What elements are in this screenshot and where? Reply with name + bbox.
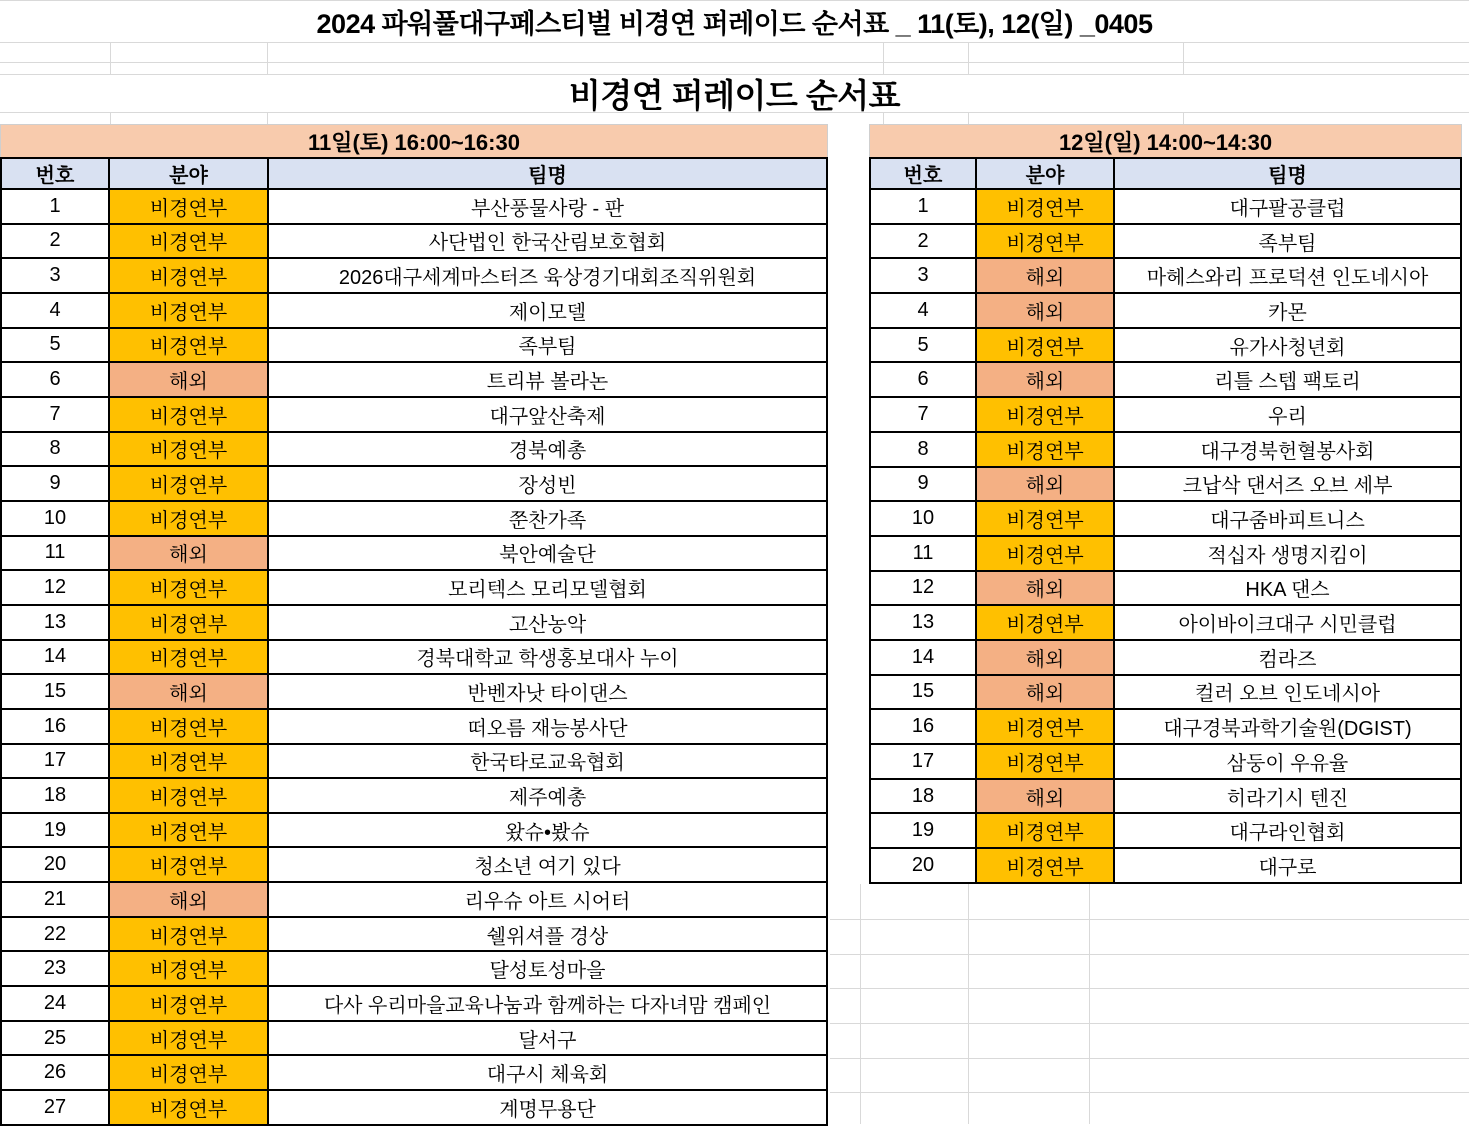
table-row <box>871 398 1460 433</box>
grid-line <box>1089 884 1090 1124</box>
row-number-cell[interactable]: 11 <box>2 537 110 570</box>
category-cell[interactable]: 해외 <box>110 675 269 708</box>
team-name-cell[interactable]: 마헤스와리 프로덕션 인도네시아 <box>1146 267 1429 290</box>
team-name-cell[interactable]: 대구팔공클럽 <box>1229 197 1346 220</box>
row-number-cell[interactable]: 22 <box>2 918 110 951</box>
row-number-cell[interactable]: 7 <box>871 398 977 431</box>
table-rows-saturday <box>2 190 826 1126</box>
column-header-category[interactable]: 분야 <box>110 159 269 188</box>
table-row <box>2 190 826 225</box>
row-number-cell[interactable]: 18 <box>871 780 977 813</box>
category-cell[interactable]: 비경연부 <box>110 710 269 743</box>
category-cell[interactable]: 해외 <box>110 537 269 570</box>
team-name-cell[interactable]: 컬러 오브 인도네시아 <box>1195 683 1380 706</box>
category-cell[interactable]: 해외 <box>977 641 1115 674</box>
row-number-cell[interactable]: 1 <box>871 190 977 223</box>
category-cell[interactable]: 해외 <box>977 259 1115 292</box>
table-row <box>2 537 826 572</box>
grid-line <box>110 43 111 74</box>
row-number-cell[interactable]: 17 <box>2 745 110 778</box>
row-number-cell[interactable]: 14 <box>2 641 110 674</box>
column-header-row <box>871 159 1460 190</box>
row-number-cell[interactable]: 13 <box>2 606 110 639</box>
row-number-cell[interactable]: 12 <box>871 572 977 605</box>
page-title-text: 비경연 퍼레이드 순서표 <box>568 77 901 114</box>
category-cell[interactable]: 비경연부 <box>977 814 1115 847</box>
table-row <box>2 398 826 433</box>
grid-line <box>110 113 111 124</box>
table-row <box>2 606 826 641</box>
row-number-cell[interactable]: 9 <box>871 468 977 501</box>
row-number-cell[interactable]: 3 <box>2 259 110 292</box>
category-cell[interactable]: 비경연부 <box>110 225 269 258</box>
category-cell[interactable]: 비경연부 <box>110 433 269 466</box>
column-header-number[interactable]: 번호 <box>871 159 977 188</box>
document-title <box>0 0 1469 43</box>
table-rows-sunday <box>871 190 1460 884</box>
category-cell[interactable]: 비경연부 <box>110 259 269 292</box>
row-number-cell[interactable]: 27 <box>2 1091 110 1124</box>
row-number-cell[interactable]: 25 <box>2 1022 110 1055</box>
table-row <box>871 294 1460 329</box>
team-name-cell[interactable]: 대구경북헌혈봉사회 <box>1200 440 1375 463</box>
table-row <box>871 329 1460 364</box>
row-number-cell[interactable]: 15 <box>871 676 977 709</box>
table-row <box>871 225 1460 260</box>
table-row <box>871 259 1460 294</box>
category-cell[interactable]: 비경연부 <box>977 745 1115 778</box>
table-row <box>871 641 1460 676</box>
team-name-cell[interactable]: 제이모델 <box>508 301 587 324</box>
table-row <box>871 780 1460 815</box>
team-name-cell[interactable]: 반벤자낫 타이댄스 <box>467 683 628 706</box>
table-row <box>2 710 826 745</box>
table-row <box>2 433 826 468</box>
category-cell[interactable]: 비경연부 <box>110 745 269 778</box>
team-name-cell[interactable]: 히라기시 텐진 <box>1226 787 1349 810</box>
team-name-cell[interactable]: 왔슈•봤슈 <box>505 821 590 844</box>
date-header-sunday[interactable]: 12일(일) 14:00~14:30 <box>869 124 1462 157</box>
team-name-cell[interactable]: 대구로 <box>1258 856 1317 879</box>
row-number-cell[interactable]: 20 <box>871 849 977 882</box>
table-row <box>2 641 826 676</box>
team-name-cell[interactable]: 대구시 체육회 <box>486 1064 609 1087</box>
row-number-cell[interactable]: 21 <box>2 883 110 916</box>
row-number-cell[interactable]: 4 <box>871 294 977 327</box>
team-name-cell[interactable]: 고산농악 <box>508 613 587 636</box>
table-row <box>2 779 826 814</box>
row-number-cell[interactable]: 24 <box>2 987 110 1020</box>
table-row <box>2 848 826 883</box>
category-cell[interactable]: 비경연부 <box>110 779 269 812</box>
category-cell[interactable]: 해외 <box>977 294 1115 327</box>
grid-line <box>1183 43 1184 74</box>
table-row <box>2 467 826 502</box>
row-number-cell[interactable]: 26 <box>2 1056 110 1089</box>
team-name-cell[interactable]: 적십자 생명지킴이 <box>1207 544 1368 567</box>
table-row <box>2 259 826 294</box>
grid-line <box>968 884 969 1124</box>
row-number-cell[interactable]: 23 <box>2 952 110 985</box>
category-cell[interactable]: 비경연부 <box>977 398 1115 431</box>
category-cell[interactable]: 비경연부 <box>110 329 269 362</box>
category-cell[interactable]: 비경연부 <box>977 606 1115 639</box>
grid-line <box>830 988 1469 989</box>
category-cell[interactable]: 해외 <box>110 883 269 916</box>
column-header-category[interactable]: 분야 <box>977 159 1115 188</box>
row-number-cell[interactable]: 13 <box>871 606 977 639</box>
category-cell[interactable]: 해외 <box>977 572 1115 605</box>
grid-line <box>968 43 969 74</box>
team-name-cell[interactable]: 다사 우리마을교육나눔과 함께하는 다자녀맘 캠페인 <box>323 994 772 1017</box>
team-name-cell[interactable]: 우리 <box>1268 405 1307 428</box>
team-name-cell[interactable]: 북안예술단 <box>499 544 596 567</box>
row-number-cell[interactable]: 19 <box>2 814 110 847</box>
category-cell[interactable]: 비경연부 <box>110 952 269 985</box>
table-row <box>2 987 826 1022</box>
team-name-cell[interactable]: 쉘위셔플 경상 <box>486 925 609 948</box>
row-number-cell[interactable]: 11 <box>871 537 977 570</box>
row-number-cell[interactable]: 1 <box>2 190 110 223</box>
table-row <box>2 675 826 710</box>
table-row <box>871 745 1460 780</box>
table-row <box>2 1056 826 1091</box>
team-name-cell[interactable]: 트리뷰 볼라논 <box>486 371 609 394</box>
team-name-cell[interactable]: 아이바이크대구 시민클럽 <box>1178 614 1397 637</box>
row-number-cell[interactable]: 8 <box>871 433 977 466</box>
category-cell[interactable]: 비경연부 <box>977 710 1115 743</box>
column-header-number[interactable]: 번호 <box>2 159 110 188</box>
column-header-row <box>2 159 826 190</box>
grid-line <box>830 1092 1469 1093</box>
team-name-cell[interactable]: 대구앞산축제 <box>489 405 606 428</box>
category-cell[interactable]: 비경연부 <box>110 1091 269 1124</box>
row-number-cell[interactable]: 9 <box>2 467 110 500</box>
category-cell[interactable]: 비경연부 <box>977 190 1115 223</box>
table-row <box>871 190 1460 225</box>
category-cell[interactable]: 비경연부 <box>977 329 1115 362</box>
table-row <box>2 294 826 329</box>
grid-line <box>0 62 1469 63</box>
team-name-cell[interactable]: 족부팀 <box>518 336 577 359</box>
table-row <box>2 918 826 953</box>
grid-line <box>267 43 268 74</box>
team-name-cell[interactable]: 쭌찬가족 <box>508 509 587 532</box>
table-row <box>2 225 826 260</box>
team-name-cell[interactable]: 계명무용단 <box>499 1098 596 1121</box>
team-name-cell[interactable]: 대구라인협회 <box>1229 822 1346 845</box>
category-cell[interactable]: 비경연부 <box>110 918 269 951</box>
page-title <box>0 74 1469 113</box>
parade-table-sunday <box>869 124 1462 884</box>
team-name-cell[interactable]: 장성빈 <box>518 475 577 498</box>
table-row <box>871 468 1460 503</box>
team-name-cell[interactable]: 리틀 스텝 팩토리 <box>1214 371 1361 394</box>
table-row <box>871 849 1460 884</box>
team-name-cell[interactable]: 대구경북과학기술원(DGIST) <box>1163 718 1412 741</box>
grid-line <box>1183 113 1184 124</box>
table-row <box>2 745 826 780</box>
team-name-cell[interactable]: 떠오름 재능봉사단 <box>467 717 628 740</box>
row-number-cell[interactable]: 8 <box>2 433 110 466</box>
category-cell[interactable]: 비경연부 <box>110 1056 269 1089</box>
row-number-cell[interactable]: 10 <box>2 502 110 535</box>
grid-line <box>968 113 969 124</box>
team-name-cell[interactable]: 달서구 <box>518 1029 577 1052</box>
team-name-cell[interactable]: 리우슈 아트 시어터 <box>464 890 631 913</box>
team-name-cell[interactable]: 2026대구세계마스터즈 육상경기대회조직위원회 <box>338 267 757 290</box>
category-cell[interactable]: 비경연부 <box>977 433 1115 466</box>
table-row <box>2 1091 826 1126</box>
table-row <box>2 329 826 364</box>
row-number-cell[interactable]: 18 <box>2 779 110 812</box>
row-number-cell[interactable]: 4 <box>2 294 110 327</box>
team-name-cell[interactable]: 삼둥이 우유율 <box>1226 752 1349 775</box>
team-name-cell[interactable]: 부산풍물사랑 - 판 <box>470 197 624 220</box>
table-row <box>2 571 826 606</box>
table-row <box>871 363 1460 398</box>
row-number-cell[interactable]: 15 <box>2 675 110 708</box>
team-name-cell[interactable]: 한국타로교육협회 <box>470 752 625 775</box>
category-cell[interactable]: 비경연부 <box>977 502 1115 535</box>
grid-line <box>830 1023 1469 1024</box>
category-cell[interactable]: 비경연부 <box>110 814 269 847</box>
team-name-cell[interactable]: 카몬 <box>1268 301 1307 324</box>
team-name-cell[interactable]: 모리텍스 모리모델협회 <box>448 579 647 602</box>
row-number-cell[interactable]: 7 <box>2 398 110 431</box>
team-name-cell[interactable]: 컴라즈 <box>1258 648 1317 671</box>
category-cell[interactable]: 해외 <box>977 468 1115 501</box>
row-number-cell[interactable]: 5 <box>871 329 977 362</box>
row-number-cell[interactable]: 20 <box>2 848 110 881</box>
category-cell[interactable]: 비경연부 <box>977 225 1115 258</box>
row-number-cell[interactable]: 12 <box>2 571 110 604</box>
table-row <box>871 537 1460 572</box>
category-cell[interactable]: 비경연부 <box>110 502 269 535</box>
table-row <box>2 952 826 987</box>
grid-line <box>830 1058 1469 1059</box>
category-cell[interactable]: 비경연부 <box>110 467 269 500</box>
category-cell[interactable]: 비경연부 <box>110 398 269 431</box>
row-number-cell[interactable]: 2 <box>2 225 110 258</box>
row-number-cell[interactable]: 5 <box>2 329 110 362</box>
row-number-cell[interactable]: 3 <box>871 259 977 292</box>
row-number-cell[interactable]: 17 <box>871 745 977 778</box>
table-row <box>2 883 826 918</box>
row-number-cell[interactable]: 19 <box>871 814 977 847</box>
parade-table-saturday <box>0 124 828 1126</box>
table-row <box>2 363 826 398</box>
team-name-cell[interactable]: 크납삭 댄서즈 오브 세부 <box>1182 475 1393 498</box>
category-cell[interactable]: 해외 <box>977 363 1115 396</box>
table-row <box>871 572 1460 607</box>
row-number-cell[interactable]: 6 <box>871 363 977 396</box>
grid-line <box>267 113 268 124</box>
table-row <box>2 814 826 849</box>
category-cell[interactable]: 비경연부 <box>110 641 269 674</box>
team-name-cell[interactable]: 청소년 여기 있다 <box>474 856 621 879</box>
team-name-cell[interactable]: 유가사청년회 <box>1229 336 1346 359</box>
grid-line <box>860 884 861 1124</box>
category-cell[interactable]: 해외 <box>110 363 269 396</box>
row-number-cell[interactable]: 14 <box>871 641 977 674</box>
table-row <box>2 502 826 537</box>
table-row <box>871 502 1460 537</box>
team-name-cell[interactable]: 달성토성마을 <box>489 960 606 983</box>
table-row <box>2 1022 826 1057</box>
row-number-cell[interactable]: 16 <box>2 710 110 743</box>
team-name-cell[interactable]: 제주예총 <box>508 786 587 809</box>
category-cell[interactable]: 해외 <box>977 780 1115 813</box>
document-title-text: 2024 파워풀대구페스티벌 비경연 퍼레이드 순서표 _ 11(토), 12(일) _0405 <box>316 9 1153 39</box>
table-row <box>871 676 1460 711</box>
team-name-cell[interactable]: 족부팀 <box>1258 232 1317 255</box>
row-number-cell[interactable]: 10 <box>871 502 977 535</box>
category-cell[interactable]: 비경연부 <box>110 190 269 223</box>
grid-line <box>830 919 1469 920</box>
date-header-saturday[interactable]: 11일(토) 16:00~16:30 <box>0 124 828 157</box>
category-cell[interactable]: 비경연부 <box>110 1022 269 1055</box>
table-row <box>871 433 1460 468</box>
category-cell[interactable]: 비경연부 <box>977 849 1115 882</box>
category-cell[interactable]: 비경연부 <box>110 606 269 639</box>
team-name-cell[interactable]: 대구줌바피트니스 <box>1210 510 1365 533</box>
team-name-cell[interactable]: HKA 댄스 <box>1245 579 1330 602</box>
category-cell[interactable]: 비경연부 <box>110 294 269 327</box>
table-row <box>871 814 1460 849</box>
team-name-cell[interactable]: 경북예총 <box>508 440 587 463</box>
category-cell[interactable]: 비경연부 <box>977 537 1115 570</box>
category-cell[interactable]: 비경연부 <box>110 571 269 604</box>
row-number-cell[interactable]: 2 <box>871 225 977 258</box>
category-cell[interactable]: 비경연부 <box>110 848 269 881</box>
table-row <box>871 606 1460 641</box>
column-header-team[interactable]: 팀명 <box>1268 165 1307 187</box>
row-number-cell[interactable]: 16 <box>871 710 977 743</box>
category-cell[interactable]: 비경연부 <box>110 987 269 1020</box>
team-name-cell[interactable]: 경북대학교 학생홍보대사 누이 <box>416 648 679 671</box>
table-row <box>871 710 1460 745</box>
team-name-cell[interactable]: 사단법인 한국산림보호협회 <box>428 232 667 255</box>
row-number-cell[interactable]: 6 <box>2 363 110 396</box>
category-cell[interactable]: 해외 <box>977 676 1115 709</box>
column-header-team[interactable]: 팀명 <box>528 165 567 187</box>
grid-line <box>830 954 1469 955</box>
